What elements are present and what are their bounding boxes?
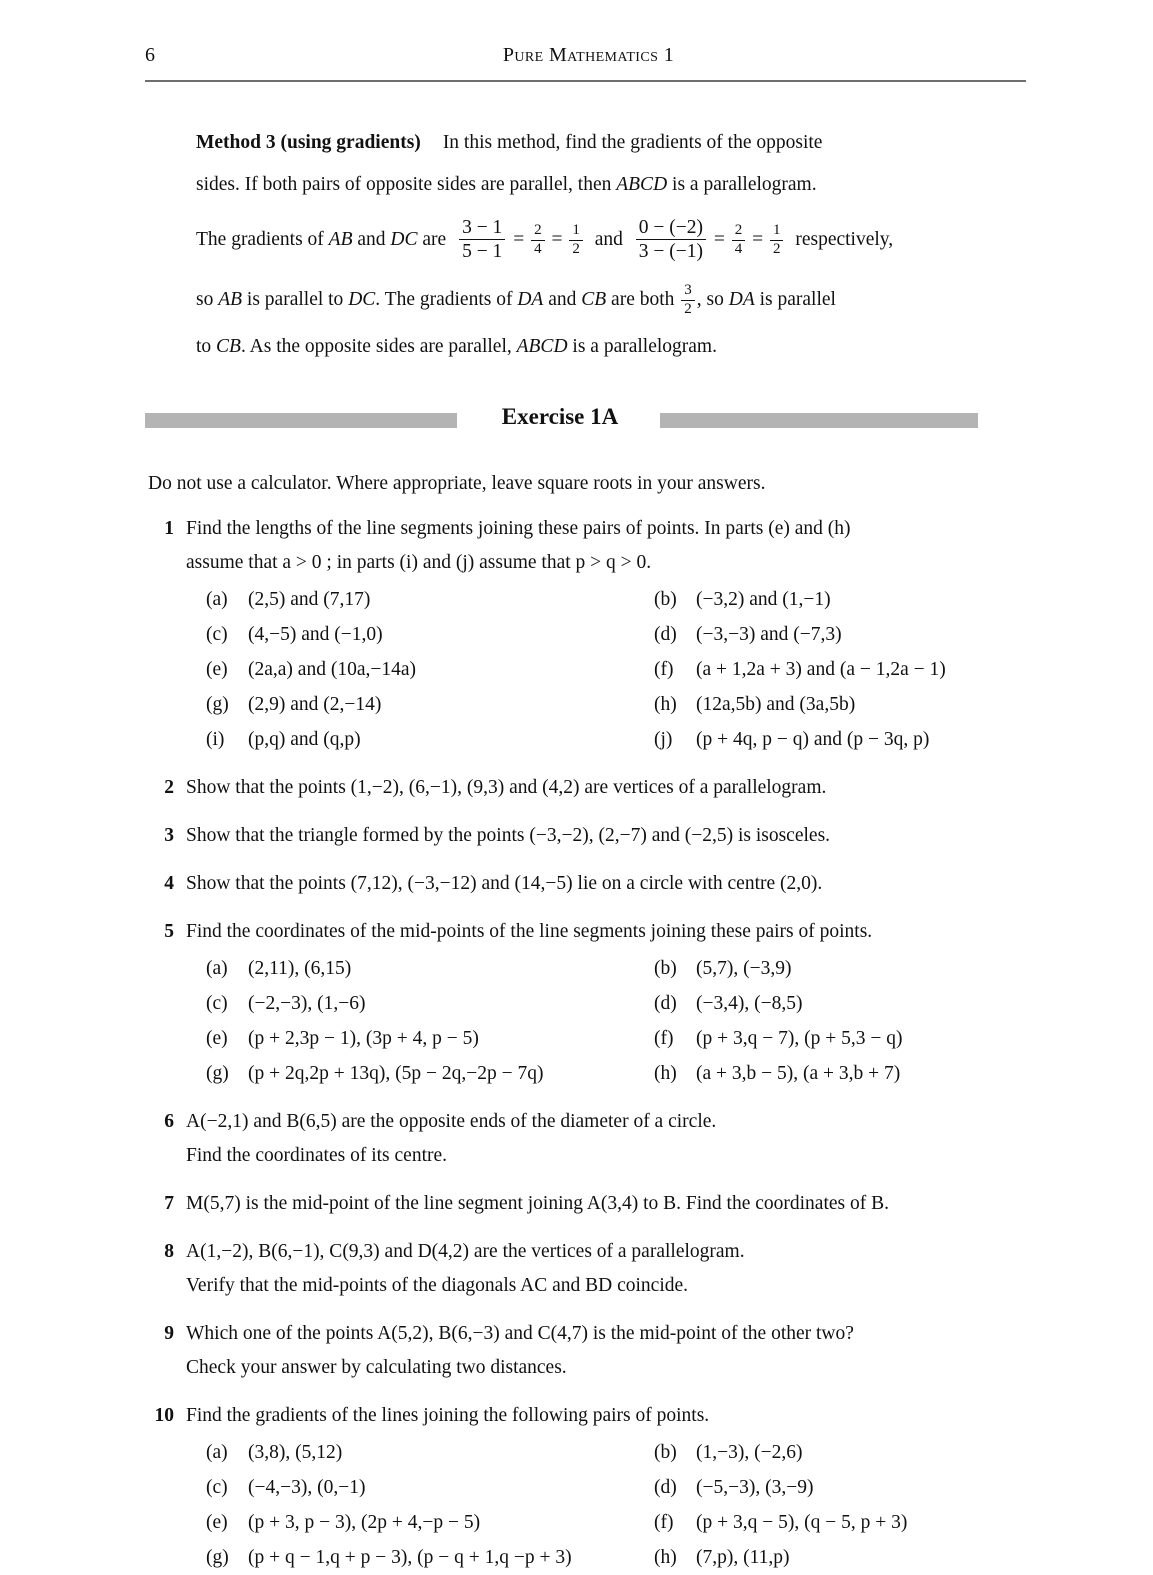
part-body: (p,q) and (q,p)	[248, 729, 361, 750]
part-row	[206, 617, 1026, 652]
method-3-intro	[196, 126, 991, 160]
line4-e: are both	[606, 289, 680, 310]
question-list	[148, 512, 1003, 1575]
method-3-line5	[196, 330, 991, 364]
textbook-page	[0, 42, 1153, 1568]
question-text-line: Show that the points (7,12), (−3,−12) and (14,−5) lie on a circle with centre (2,0).	[186, 873, 823, 894]
question-part	[654, 1540, 1026, 1575]
fraction-denominator: 2	[572, 241, 580, 258]
banner-bar-left	[145, 413, 457, 428]
part-body: (1,−3), (−2,6)	[696, 1442, 803, 1463]
fraction-denominator: 4	[534, 241, 542, 258]
question-text-line: Verify that the mid-points of the diagonals AC and BD coincide.	[186, 1275, 689, 1296]
part-body: (−4,−3), (0,−1)	[248, 1477, 366, 1498]
method-3-title: Method 3 (using gradients)	[196, 132, 421, 153]
part-label: (i)	[206, 729, 225, 750]
question-3	[148, 819, 1003, 853]
question-6	[148, 1105, 1003, 1173]
question-text	[186, 819, 1003, 853]
equals-sign-1: =	[513, 229, 525, 250]
eq-are-text: are	[417, 229, 447, 250]
part-body: (3,8), (5,12)	[248, 1442, 343, 1463]
part-label: (a)	[206, 589, 228, 610]
segment-da: DA	[517, 289, 544, 310]
part-row	[206, 1505, 1026, 1540]
question-text	[186, 1187, 1003, 1221]
fraction-three-halves	[681, 283, 695, 318]
question-text	[186, 1317, 1003, 1385]
question-part	[654, 617, 1026, 652]
fraction-numerator: 3 − 1	[462, 216, 503, 238]
question-number: 9	[164, 1323, 174, 1344]
part-body: (a + 1,2a + 3) and (a − 1,2a − 1)	[696, 659, 946, 680]
part-body: (a + 3,b − 5), (a + 3,b + 7)	[696, 1063, 901, 1084]
question-part	[206, 1540, 654, 1575]
running-head-title: Pure Mathematics 1	[502, 44, 675, 66]
question-text-line: Show that the points (1,−2), (6,−1), (9,3) and (4,2) are vertices of a parallelogram.	[186, 777, 827, 798]
fraction-two-quarters-2	[732, 223, 746, 258]
question-part	[654, 1435, 1026, 1470]
part-label: (h)	[654, 694, 677, 715]
question-number: 4	[164, 873, 174, 894]
eq-and-1: and	[352, 229, 391, 250]
line5-b: . As the opposite sides are parallel,	[240, 336, 517, 357]
equals-sign-3: =	[713, 229, 725, 250]
part-label: (d)	[654, 1477, 677, 1498]
fraction-numerator: 1	[572, 221, 580, 238]
fraction-numerator: 2	[734, 221, 743, 238]
fraction-denominator: 5 − 1	[462, 241, 503, 263]
page-content	[148, 126, 1003, 1575]
line5-a: to	[196, 336, 217, 357]
fraction-two-quarters-1	[531, 223, 545, 258]
segment-dc-2: DC	[348, 289, 376, 310]
part-body: (−3,−3) and (−7,3)	[696, 624, 842, 645]
question-text-line: Find the coordinates of its centre.	[186, 1145, 448, 1166]
question-part	[654, 1505, 1026, 1540]
part-label: (b)	[654, 589, 677, 610]
line4-f: , so	[696, 289, 729, 310]
gradient-equation-line	[196, 210, 991, 270]
fraction-denominator: 4	[734, 241, 743, 258]
question-number: 6	[164, 1111, 174, 1132]
part-label: (a)	[206, 1442, 228, 1463]
fraction-ab-gradient	[459, 217, 505, 263]
part-row	[206, 1435, 1026, 1470]
part-body: (2a,a) and (10a,−14a)	[248, 659, 416, 680]
part-row	[206, 582, 1026, 617]
part-row	[206, 1540, 1026, 1575]
part-row	[206, 986, 1026, 1021]
part-body: (7,p), (11,p)	[696, 1547, 790, 1568]
question-number: 7	[164, 1193, 174, 1214]
part-label: (d)	[654, 624, 677, 645]
fraction-bar	[636, 239, 706, 241]
question-2	[148, 771, 1003, 805]
question-number: 2	[164, 777, 174, 798]
line4-d: and	[543, 289, 582, 310]
exercise-rubric: Do not use a calculator. Where appropriate, leave square roots in your answers.	[148, 473, 766, 494]
question-number: 8	[164, 1241, 174, 1262]
part-body: (12a,5b) and (3a,5b)	[696, 694, 856, 715]
part-body: (p + 2q,2p + 13q), (5p − 2q,−2p − 7q)	[248, 1063, 544, 1084]
question-parts	[206, 582, 1026, 757]
part-label: (d)	[654, 993, 677, 1014]
equals-sign-4: =	[752, 229, 764, 250]
question-10	[148, 1399, 1003, 1575]
question-number: 10	[154, 1405, 174, 1426]
fraction-numerator: 3	[684, 281, 692, 298]
question-part	[654, 652, 1026, 687]
fraction-numerator: 1	[772, 221, 781, 238]
part-body: (−5,−3), (3,−9)	[696, 1477, 814, 1498]
segment-ab-2: AB	[218, 289, 243, 310]
part-label: (b)	[654, 1442, 677, 1463]
question-text-line: Check your answer by calculating two distances.	[186, 1357, 567, 1378]
fraction-numerator: 2	[534, 221, 542, 238]
part-label: (g)	[206, 694, 229, 715]
question-5	[148, 915, 1003, 1091]
fraction-one-half-2	[770, 223, 784, 258]
page-number: 6	[145, 44, 155, 66]
line4-g: is parallel	[754, 289, 836, 310]
question-text-line: Which one of the points A(5,2), B(6,−3) and C(4,7) is the mid-point of the other two?	[186, 1323, 854, 1344]
question-part	[206, 652, 654, 687]
part-label: (e)	[206, 1512, 228, 1533]
question-part	[206, 951, 654, 986]
eq-lead-text: The gradients of	[196, 229, 329, 250]
question-part	[206, 1056, 654, 1091]
question-text-line: Show that the triangle formed by the points (−3,−2), (2,−7) and (−2,5) is isosceles.	[186, 825, 831, 846]
method-3-line2-a: sides. If both pairs of opposite sides are parallel, then	[196, 174, 617, 195]
fraction-one-half-1	[569, 223, 583, 258]
line4-c: . The gradients of	[375, 289, 518, 310]
question-part	[654, 722, 1026, 757]
question-number: 3	[164, 825, 174, 846]
question-text	[186, 1399, 1003, 1433]
segment-cb: CB	[581, 289, 607, 310]
part-row	[206, 652, 1026, 687]
label-abcd-2: ABCD	[516, 336, 568, 357]
eq-tail-text: respectively,	[795, 229, 894, 250]
question-8	[148, 1235, 1003, 1303]
page-header	[145, 42, 1008, 82]
question-parts	[206, 951, 1026, 1091]
method-3-line2	[196, 168, 991, 202]
question-text	[186, 915, 1003, 949]
part-label: (j)	[654, 729, 673, 750]
fraction-denominator: 3 − (−1)	[638, 241, 703, 263]
question-text	[186, 771, 1003, 805]
eq-and-2: and	[594, 229, 623, 250]
exercise-banner	[148, 404, 1003, 434]
line4-a: so	[196, 289, 219, 310]
exercise-title: Exercise 1A	[501, 404, 619, 429]
fraction-numerator: 0 − (−2)	[638, 216, 703, 238]
part-label: (e)	[206, 1028, 228, 1049]
part-label: (c)	[206, 624, 228, 645]
question-part	[206, 617, 654, 652]
question-text	[186, 867, 1003, 901]
question-part	[654, 1021, 1026, 1056]
part-body: (2,9) and (2,−14)	[248, 694, 382, 715]
part-row	[206, 722, 1026, 757]
line5-c: is a parallelogram.	[567, 336, 717, 357]
part-body: (p + q − 1,q + p − 3), (p − q + 1,q −p + 3)	[248, 1547, 572, 1568]
part-body: (−3,4), (−8,5)	[696, 993, 803, 1014]
method-3-line1: In this method, find the gradients of the opposite	[442, 132, 823, 153]
question-part	[654, 687, 1026, 722]
part-label: (a)	[206, 958, 228, 979]
part-label: (f)	[654, 659, 674, 680]
part-body: (5,7), (−3,9)	[696, 958, 792, 979]
part-label: (c)	[206, 1477, 228, 1498]
segment-da-2: DA	[728, 289, 755, 310]
part-label: (f)	[654, 1512, 674, 1533]
method-3-line2-c: is a parallelogram.	[667, 174, 817, 195]
method-3-block	[148, 126, 1003, 364]
question-part	[654, 582, 1026, 617]
question-part	[206, 1435, 654, 1470]
question-text-line: Find the gradients of the lines joining the following pairs of points.	[186, 1405, 710, 1426]
question-part	[654, 951, 1026, 986]
part-body: (p + 4q, p − q) and (p − 3q, p)	[696, 729, 930, 750]
fraction-denominator: 2	[772, 241, 781, 258]
question-number: 1	[164, 518, 174, 539]
question-parts	[206, 1435, 1026, 1575]
part-body: (−3,2) and (1,−1)	[696, 589, 831, 610]
question-part	[206, 687, 654, 722]
part-body: (p + 2,3p − 1), (3p + 4, p − 5)	[248, 1028, 479, 1049]
segment-ab: AB	[328, 229, 353, 250]
segment-cb-2: CB	[216, 336, 241, 357]
fraction-dc-gradient	[636, 217, 706, 263]
question-text-line: A(−2,1) and B(6,5) are the opposite ends of the diameter of a circle.	[186, 1111, 717, 1132]
method-3-line4	[196, 270, 991, 330]
part-label: (g)	[206, 1063, 229, 1084]
question-9	[148, 1317, 1003, 1385]
question-text-line: M(5,7) is the mid-point of the line segment joining A(3,4) to B. Find the coordinates of B.	[186, 1193, 889, 1214]
question-part	[206, 1505, 654, 1540]
question-text-line: Find the lengths of the line segments joining these pairs of points. In parts (e) and (h)	[186, 518, 851, 539]
question-part	[206, 722, 654, 757]
question-text-line: A(1,−2), B(6,−1), C(9,3) and D(4,2) are the vertices of a parallelogram.	[186, 1241, 745, 1262]
question-7	[148, 1187, 1003, 1221]
fraction-denominator: 2	[684, 301, 692, 318]
question-4	[148, 867, 1003, 901]
part-label: (h)	[654, 1063, 677, 1084]
fraction-bar	[459, 239, 505, 241]
question-part	[206, 582, 654, 617]
header-rule	[145, 80, 1026, 82]
question-1	[148, 512, 1003, 757]
part-label: (f)	[654, 1028, 674, 1049]
question-text-line: Find the coordinates of the mid-points of the line segments joining these pairs of points.	[186, 921, 873, 942]
question-part	[654, 986, 1026, 1021]
part-row	[206, 1021, 1026, 1056]
part-body: (4,−5) and (−1,0)	[248, 624, 383, 645]
part-row	[206, 1056, 1026, 1091]
question-part	[206, 986, 654, 1021]
question-text	[186, 1235, 1003, 1303]
part-body: (p + 3,q − 5), (q − 5, p + 3)	[696, 1512, 908, 1533]
part-label: (h)	[654, 1547, 677, 1568]
part-body: (p + 3,q − 7), (p + 5,3 − q)	[696, 1028, 903, 1049]
part-body: (2,11), (6,15)	[248, 958, 352, 979]
question-text	[186, 512, 1003, 580]
question-part	[206, 1021, 654, 1056]
part-label: (g)	[206, 1547, 229, 1568]
part-body: (2,5) and (7,17)	[248, 589, 371, 610]
banner-bar-right	[660, 413, 978, 428]
label-abcd: ABCD	[616, 174, 668, 195]
question-number: 5	[164, 921, 174, 942]
part-row	[206, 687, 1026, 722]
segment-dc: DC	[390, 229, 418, 250]
equals-sign-2: =	[551, 229, 563, 250]
question-part	[654, 1056, 1026, 1091]
part-body: (−2,−3), (1,−6)	[248, 993, 366, 1014]
part-label: (b)	[654, 958, 677, 979]
part-row	[206, 951, 1026, 986]
question-text	[186, 1105, 1003, 1173]
part-label: (e)	[206, 659, 228, 680]
part-body: (p + 3, p − 3), (2p + 4,−p − 5)	[248, 1512, 481, 1533]
question-text-line: assume that a > 0 ; in parts (i) and (j) assume that p > q > 0.	[186, 552, 652, 573]
line4-b: is parallel to	[242, 289, 349, 310]
part-label: (c)	[206, 993, 228, 1014]
